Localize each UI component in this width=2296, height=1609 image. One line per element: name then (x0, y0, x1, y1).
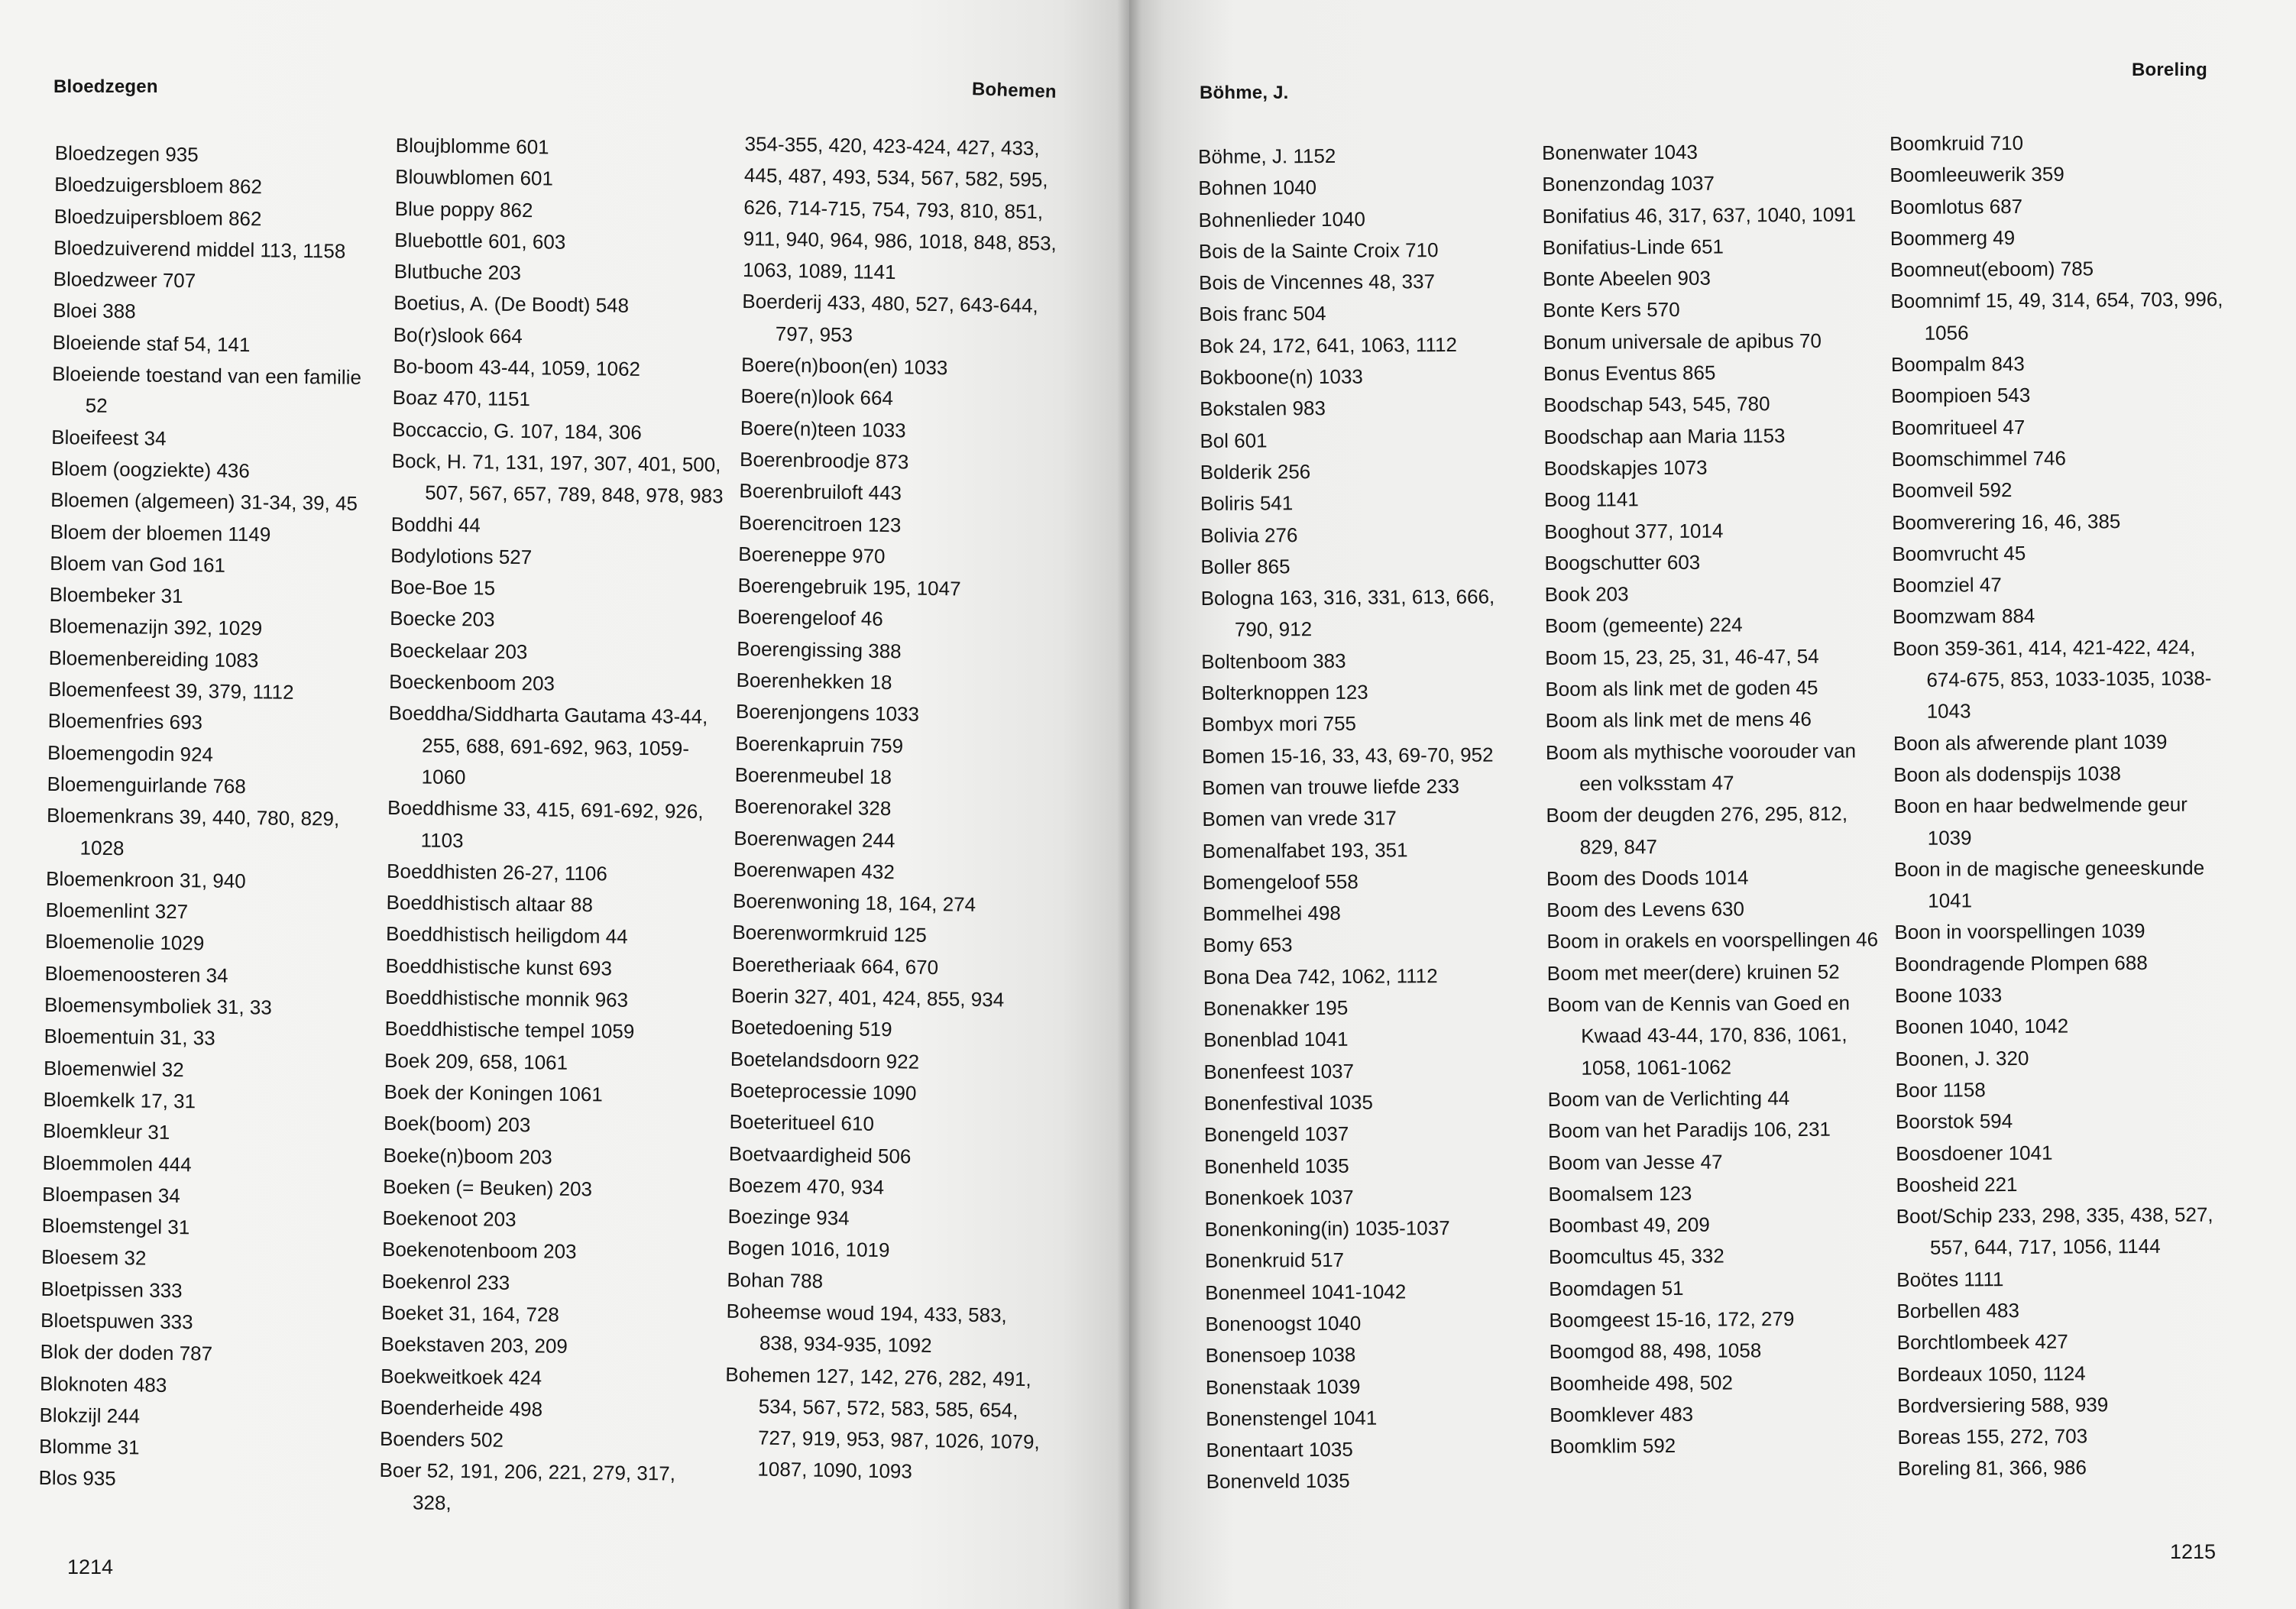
index-entry: Bloujblomme 601 (395, 133, 549, 159)
index-entry: Bloemkleur 31 (42, 1119, 170, 1144)
index-entry: Boeckenboom 203 (388, 669, 555, 695)
index-entry: Boomkruid 710 (1890, 131, 2024, 155)
index-entry: Bloei 388 (53, 299, 136, 323)
index-entry: Boonen 1040, 1042 (1895, 1014, 2069, 1039)
index-entry: Bloempasen 34 (41, 1182, 180, 1207)
right-page (1129, 0, 2296, 1609)
page-number: 1215 (2170, 1540, 2217, 1563)
index-entry: Bloemenguirlande 768 (47, 772, 247, 798)
index-entry: Bolterknoppen 123 (1201, 680, 1368, 705)
running-head-right: Bohemen (971, 79, 1057, 102)
index-entry: Boomcultus 45, 332 (1548, 1244, 1724, 1269)
index-entry: Boomklever 483 (1550, 1402, 1694, 1426)
index-entry: Bonenkoning(in) 1035-1037 (1204, 1216, 1450, 1242)
index-entry: Bloemenolie 1029 (44, 930, 205, 955)
index-entry: Boom als mythische voorouder van een volksstam 47 (1545, 739, 1857, 795)
index-entry: Boom als link met de mens 46 (1545, 707, 1812, 733)
index-entry: Bloemenazijn 392, 1029 (49, 614, 263, 640)
index-entry: Boerengebruik 195, 1047 (737, 574, 961, 601)
index-entry: Boone 1033 (1894, 983, 2003, 1007)
index-entry: Boeket 31, 164, 728 (381, 1300, 560, 1326)
index-entry: Boon 359-361, 414, 421-422, 424, 674-675, 853, 1033-1035, 1038-1043 (1893, 635, 2212, 724)
index-entry: Boomgeest 15-16, 172, 279 (1549, 1306, 1795, 1332)
index-entry: Bonte Kers 570 (1543, 298, 1680, 322)
index-entry: Boon als afwerende plant 1039 (1893, 730, 2168, 755)
index-entry: Bois de Vincennes 48, 337 (1199, 270, 1436, 295)
index-entry: Bombyx mori 755 (1201, 712, 1357, 737)
index-entry: Boeddha/Siddharta Gautama 43-44, 255, 688, 691-692, 963, 1059-1060 (388, 701, 708, 789)
index-entry: Bogen 1016, 1019 (727, 1236, 890, 1262)
index-entry: Boerenmeubel 18 (734, 762, 892, 789)
index-entry: Bloedzweer 707 (53, 267, 196, 293)
index-entry: Boom als link met de goden 45 (1545, 675, 1818, 701)
index-entry: Boomdagen 51 (1549, 1276, 1684, 1300)
index-entry: Bloem der bloemen 1149 (50, 520, 271, 546)
index-entry: Boekweitkoek 424 (380, 1364, 542, 1390)
index-entry: Bomen van vrede 317 (1202, 806, 1397, 831)
index-entry: Boaz 470, 1151 (392, 386, 531, 411)
index-entry: Boomschimmel 746 (1891, 446, 2067, 471)
index-entry: Bloemenfeest 39, 379, 1112 (47, 677, 294, 704)
index-entry: Boek 209, 658, 1061 (384, 1048, 568, 1074)
index-entry: Boekenotenboom 203 (381, 1238, 577, 1264)
index-entry: Boller 865 (1200, 555, 1290, 578)
index-entry: Bloetspuwen 333 (40, 1308, 193, 1334)
index-entry: Bloemenoosteren 34 (44, 961, 228, 987)
index-entry: Bolivia 276 (1200, 523, 1298, 547)
index-entry: Boeddhistisch heiligdom 44 (385, 922, 628, 949)
index-entry: Blouwblomen 601 (395, 165, 554, 190)
index-entry: Boor 1158 (1895, 1078, 1986, 1102)
index-entry: Bomen van trouwe liefde 233 (1202, 774, 1460, 799)
index-entry: Boetvaardigheid 506 (728, 1141, 912, 1168)
index-entry: Boon in voorspellingen 1039 (1894, 919, 2145, 944)
index-entry: Bomengeloof 558 (1202, 869, 1358, 894)
index-entry: Bloeiende toestand van een familie 52 (52, 362, 362, 418)
index-entry: Boeken (= Beuken) 203 (382, 1174, 593, 1201)
index-entry: Bonenmeel 1041-1042 (1205, 1280, 1407, 1304)
index-entry: Bohemen 127, 142, 276, 282, 491, 534, 567, 572, 583, 585, 654, 727, 919, 953, 987, 1026, 1079, 1087, 1090, 1093 (725, 1362, 1040, 1484)
index-entry: Boheemse woud 194, 433, 583, 838, 934-935, 1092 (726, 1299, 1008, 1358)
index-entry: Bologna 163, 316, 331, 613, 666, 790, 912 (1200, 584, 1495, 642)
index-entry: Boddhi 44 (390, 512, 481, 536)
index-entry: Bloemenkrans 39, 440, 780, 829, 1028 (46, 804, 340, 860)
index-entry: Boetius, A. (De Boodt) 548 (393, 291, 630, 318)
index-entry: Bloknoten 483 (39, 1371, 167, 1397)
running-head-right: Boreling (2132, 60, 2207, 80)
index-entry: Bonenoogst 1040 (1205, 1311, 1362, 1335)
index-entry: Bloemstengel 31 (41, 1213, 190, 1239)
index-entry: Boom des Levens 630 (1546, 897, 1744, 922)
index-entry: Boezinge 934 (727, 1204, 850, 1230)
index-entry: Boomalsem 123 (1548, 1181, 1692, 1206)
index-entry: Bordversiering 588, 939 (1897, 1393, 2109, 1417)
index-entry: Boomziel 47 (1892, 573, 2002, 597)
index-entry: Bomen 15-16, 33, 43, 69-70, 952 (1201, 743, 1494, 768)
index-entry: Bokboone(n) 1033 (1199, 364, 1363, 390)
index-entry: Boeretheriaak 664, 670 (731, 952, 939, 979)
index-entry: Boonen, J. 320 (1895, 1046, 2029, 1070)
index-entry: Boerencitroen 123 (738, 510, 902, 536)
index-entry: Boek(boom) 203 (383, 1112, 531, 1137)
index-entry: Boeddhistische kunst 693 (385, 953, 613, 980)
index-column (1542, 135, 1894, 1462)
index-entry: Bonenveld 1035 (1206, 1469, 1350, 1494)
index-entry: Bo(r)slook 664 (393, 322, 523, 348)
index-entry: Boerenorakel 328 (733, 795, 892, 821)
index-column (379, 130, 732, 1522)
index-entry: Bloeifeest 34 (51, 425, 167, 450)
index-column (1890, 126, 2234, 1484)
index-entry: Boomheide 498, 502 (1549, 1371, 1734, 1395)
index-entry: Boomneut(eboom) 785 (1890, 257, 2094, 282)
index-entry: Boetelandsdoorn 922 (730, 1047, 920, 1073)
index-entry: Boomzwam 884 (1892, 604, 2035, 629)
index-entry: Bloemkelk 17, 31 (43, 1087, 196, 1113)
index-entry: Bonenwater 1043 (1542, 140, 1699, 164)
index-entry: Boog 1141 (1543, 487, 1639, 512)
index-entry: Bodylotions 527 (390, 543, 533, 569)
index-entry: Bomenalfabet 193, 351 (1202, 837, 1408, 863)
index-entry: Boerenwagen 244 (733, 826, 895, 852)
index-entry: Bois de la Sainte Croix 710 (1198, 238, 1439, 263)
index-entry: Boondragende Plompen 688 (1894, 950, 2148, 976)
index-entry: Boere(n)boon(en) 1033 (740, 353, 948, 380)
index-entry: Bonus Eventus 865 (1543, 361, 1716, 386)
index-entry: Boom van de Verlichting 44 (1547, 1086, 1790, 1111)
index-entry: Bloem van God 161 (50, 551, 226, 577)
index-column (38, 138, 384, 1498)
index-entry: Boer 52, 191, 206, 221, 279, 317, 328, (379, 1458, 676, 1514)
index-entry: Boom 15, 23, 25, 31, 46-47, 54 (1545, 644, 1819, 669)
index-entry: Bloedzuipersbloem 862 (53, 204, 262, 230)
index-entry: Bolderik 256 (1200, 460, 1311, 484)
index-entry: Bloemenfries 693 (47, 709, 203, 734)
running-head-left: Bloedzegen (53, 76, 158, 97)
index-entry: Bonenheld 1035 (1204, 1154, 1349, 1178)
index-entry: Boeteprocessie 1090 (729, 1078, 917, 1105)
index-entry: Boezem 470, 934 (728, 1173, 885, 1199)
index-entry: Boe-Boe 15 (390, 575, 496, 600)
index-entry: Boom des Doods 1014 (1546, 866, 1749, 890)
index-entry: Boerengeloof 46 (737, 605, 883, 631)
index-entry: Boombast 49, 209 (1548, 1212, 1710, 1238)
index-entry: Boodschap aan Maria 1153 (1543, 423, 1786, 448)
index-entry: Boon en haar bedwelmende geur 1039 (1893, 792, 2188, 850)
index-entry: Boliris 541 (1200, 491, 1294, 516)
index-entry: Boccaccio, G. 107, 184, 306 (392, 417, 643, 444)
index-entry: Bloedzuiverend middel 113, 1158 (53, 235, 346, 263)
index-entry: Bok 24, 172, 641, 1063, 1112 (1199, 332, 1458, 358)
index-entry: Boosheid 221 (1896, 1172, 2018, 1196)
index-entry: Boon als dodenspijs 1038 (1893, 762, 2122, 786)
index-entry: Boere(n)teen 1033 (740, 416, 906, 442)
index-entry: Boommerg 49 (1890, 225, 2016, 250)
index-entry: Boomnimf 15, 49, 314, 654, 703, 996, 1056 (1890, 287, 2223, 345)
index-entry: Boosdoener 1041 (1896, 1141, 2053, 1165)
index-entry: Boek der Koningen 1061 (384, 1080, 604, 1106)
index-entry: Boom van Jesse 47 (1548, 1150, 1723, 1174)
index-entry: Boomveil 592 (1891, 478, 2013, 503)
index-entry: Bloetpissen 333 (40, 1277, 183, 1302)
index-entry: Boeddhisten 26-27, 1106 (386, 859, 607, 885)
index-entry: Boeteritueel 610 (729, 1110, 875, 1136)
index-entry: Bonenakker 195 (1203, 996, 1349, 1020)
index-entry: Bohnen 1040 (1198, 176, 1317, 200)
index-entry: Boomlotus 687 (1890, 194, 2023, 219)
index-entry: Bloembeker 31 (49, 583, 183, 608)
index-entry: Bois franc 504 (1199, 302, 1326, 326)
index-entry: Bonenstaak 1039 (1205, 1374, 1361, 1399)
index-entry: Boompioen 543 (1891, 384, 2031, 408)
index-entry: Boenderheide 498 (380, 1395, 543, 1421)
index-entry: Boeddhistisch altaar 88 (386, 891, 594, 917)
index-entry: Boeddhistische monnik 963 (384, 985, 629, 1012)
index-entry: Boerenwormkruid 125 (732, 921, 928, 947)
index-entry: Boodschap 543, 545, 780 (1543, 392, 1770, 417)
index-entry: Bonenkruid 517 (1204, 1248, 1345, 1273)
index-entry: Bloesem 32 (40, 1245, 147, 1270)
index-entry: Boot/Schip 233, 298, 335, 438, 527, 557, 644, 717, 1056, 1144 (1896, 1203, 2213, 1260)
index-entry: Boerenjongens 1033 (735, 700, 920, 727)
index-entry: Boon in de magische geneeskunde 1041 (1893, 856, 2205, 912)
index-entry: Boerenbroodje 873 (739, 447, 909, 474)
index-entry: Bonenfestival 1035 (1203, 1090, 1373, 1115)
index-entry: Bloemensymboliek 31, 33 (44, 992, 273, 1019)
index-entry: Bloemenlint 327 (45, 898, 189, 924)
index-entry: 354-355, 420, 423-424, 427, 433, 445, 487, 493, 534, 567, 582, 595, 626, 714-715, 754, 793, 810, 851, 911, 940, 964, 986, 1018, 848, 853, 1063, 1089, 1141 (742, 131, 1057, 284)
index-entry: Borbellen 483 (1896, 1298, 2020, 1322)
index-entry: Boerenbruiloft 443 (739, 479, 902, 505)
index-entry: Boomverering 16, 46, 385 (1892, 509, 2121, 534)
index-entry: Boecke 203 (390, 607, 495, 632)
index-entry: Boodskapjes 1073 (1543, 455, 1708, 480)
index-entry: Boomvrucht 45 (1892, 541, 2026, 565)
index-entry: Boereneppe 970 (738, 542, 886, 568)
index-entry: Boomritueel 47 (1891, 415, 2026, 439)
index-entry: Bonte Abeelen 903 (1543, 266, 1711, 291)
running-head-left: Böhme, J. (1200, 83, 1289, 103)
index-entry: Bonenkoek 1037 (1204, 1185, 1354, 1209)
index-entry: Bloemenkroon 31, 940 (45, 866, 246, 892)
index-entry: Boerenkapruin 759 (735, 731, 904, 757)
index-entry: Boerenhekken 18 (736, 668, 892, 694)
index-entry: Bonifatius-Linde 651 (1542, 235, 1724, 259)
index-entry: Bonenblad 1041 (1203, 1028, 1349, 1052)
index-entry: Boerin 327, 401, 424, 855, 934 (730, 983, 1005, 1012)
index-entry: Boom met meer(dere) kruinen 52 (1546, 960, 1840, 985)
index-entry: Boom van de Kennis van Goed en Kwaad 43-44, 170, 836, 1061, 1058, 1061-1062 (1546, 991, 1851, 1080)
index-entry: Bonensoep 1038 (1205, 1343, 1356, 1368)
index-entry: Blue poppy 862 (394, 196, 533, 222)
index-entry: Boetedoening 519 (730, 1015, 892, 1041)
index-entry: Boorstok 594 (1895, 1109, 2013, 1134)
index-entry: Boogschutter 603 (1544, 550, 1701, 575)
index-entry: Bloemengodin 924 (47, 740, 214, 766)
index-entry: Bonenstengel 1041 (1206, 1406, 1378, 1430)
index-entry: Boreas 155, 272, 703 (1897, 1424, 2088, 1449)
index-entry: Boompalm 843 (1890, 352, 2025, 377)
index-entry: Bloemenwiel 32 (43, 1056, 184, 1081)
index-entry: Bloeiende staf 54, 141 (52, 330, 251, 356)
index-entry: Boeddhistische tempel 1059 (384, 1017, 635, 1044)
index-entry: Boomleeuwerik 359 (1890, 162, 2064, 187)
index-entry: Bonengeld 1037 (1203, 1122, 1349, 1147)
index-entry: Boere(n)look 664 (740, 384, 894, 410)
index-entry: Boeckelaar 203 (389, 638, 528, 663)
index-entry: Böhme, J. 1152 (1198, 144, 1336, 168)
index-entry: Boerenwapen 432 (733, 857, 895, 884)
index-entry: Boom der deugden 276, 295, 812, 829, 847 (1546, 801, 1848, 859)
book-gutter (1117, 0, 1142, 1609)
index-entry: Boomgod 88, 498, 1058 (1549, 1339, 1762, 1364)
index-column (724, 128, 1066, 1490)
index-entry: Bloemmolen 444 (42, 1151, 192, 1176)
index-entry: Bonentaart 1035 (1206, 1437, 1353, 1462)
index-entry: Bluebottle 601, 603 (394, 228, 566, 254)
index-entry: Boenders 502 (379, 1427, 504, 1452)
index-entry: Bo-boom 43-44, 1059, 1062 (393, 354, 641, 381)
index-entry: Boom van het Paradijs 106, 231 (1547, 1117, 1831, 1143)
index-entry: Bokstalen 983 (1200, 397, 1326, 421)
index-entry: Bonum universale de apibus 70 (1543, 329, 1822, 354)
index-entry: Boltenboom 383 (1201, 649, 1346, 673)
index-entry: Bonifatius 46, 317, 637, 1040, 1091 (1542, 202, 1857, 228)
index-entry: Boekstaven 203, 209 (381, 1332, 568, 1358)
index-entry: Bonenfeest 1037 (1203, 1059, 1355, 1083)
index-entry: Boötes 1111 (1896, 1267, 2004, 1291)
index-entry: Boeke(n)boom 203 (383, 1143, 552, 1169)
index-entry: Bloemenbereiding 1083 (48, 646, 259, 672)
index-entry: Bloem (oogziekte) 436 (50, 456, 251, 483)
index-entry: Boomklim 592 (1550, 1434, 1676, 1458)
index-entry: Bohan 788 (727, 1267, 824, 1293)
index-entry: Book 203 (1544, 582, 1629, 607)
index-entry: Blok der doden 787 (40, 1340, 213, 1365)
index-entry: Boekenrol 233 (381, 1269, 510, 1294)
index-entry: Bock, H. 71, 131, 197, 307, 401, 500, 507, 567, 657, 789, 848, 978, 983 (391, 448, 724, 508)
left-page (0, 0, 1129, 1609)
index-column (1198, 139, 1543, 1497)
index-entry: Booghout 377, 1014 (1544, 519, 1724, 543)
index-entry: Boerenwoning 18, 164, 274 (732, 889, 976, 916)
index-entry: Boekenoot 203 (382, 1206, 517, 1232)
index-entry: Bomy 653 (1203, 933, 1293, 957)
index-entry: Bonenzondag 1037 (1542, 171, 1715, 196)
index-entry: Bona Dea 742, 1062, 1112 (1203, 963, 1438, 989)
index-entry: Bloemen (algemeen) 31-34, 39, 45 (50, 488, 358, 516)
index-entry: Blokzijl 244 (39, 1403, 141, 1428)
index-entry: Blos 935 (38, 1466, 116, 1491)
index-entry: Blomme 31 (38, 1435, 140, 1459)
index-entry: Blutbuche 203 (393, 260, 522, 285)
page-number: 1214 (67, 1556, 114, 1578)
index-entry: Boreling 81, 366, 986 (1897, 1455, 2087, 1481)
index-entry: Boom in orakels en voorspellingen 46 (1546, 928, 1879, 953)
index-entry: Boeddhisme 33, 415, 691-692, 926, 1103 (387, 796, 704, 852)
index-entry: Bloementuin 31, 33 (44, 1025, 215, 1050)
index-entry: Bloedzegen 935 (54, 141, 199, 167)
index-entry: Bommelhei 498 (1203, 902, 1341, 926)
index-entry: Bloedzuigersbloem 862 (54, 173, 263, 199)
index-entry: Bordeaux 1050, 1124 (1896, 1361, 2086, 1386)
index-entry: Boerderij 433, 480, 527, 643-644, 797, 953 (742, 290, 1039, 347)
index-entry: Boerengissing 388 (737, 636, 902, 663)
index-entry: Bol 601 (1200, 429, 1268, 452)
index-entry: Bohnenlieder 1040 (1198, 207, 1366, 231)
index-entry: Boom (gemeente) 224 (1544, 613, 1743, 638)
index-entry: Borchtlombeek 427 (1896, 1329, 2068, 1355)
